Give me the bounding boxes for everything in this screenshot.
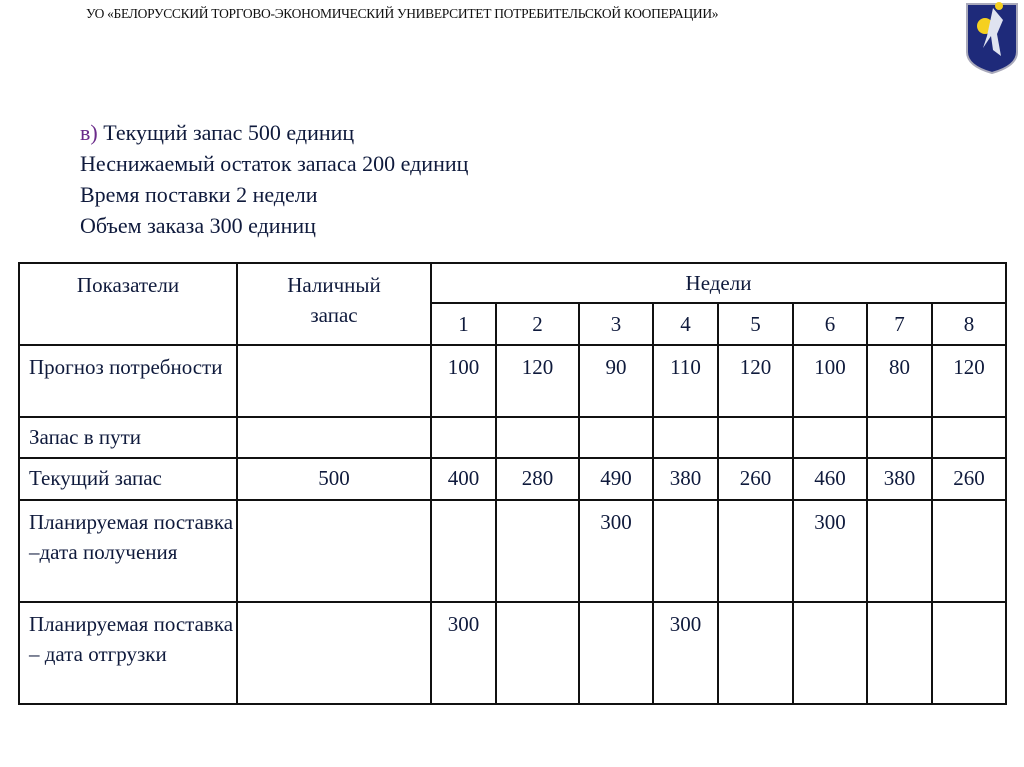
row-label: Прогноз потребности — [19, 345, 237, 417]
header-stock: Наличный запас — [237, 263, 431, 345]
week-header: 7 — [867, 303, 932, 345]
week-value-cell: 300 — [793, 500, 867, 602]
week-value-cell: 460 — [793, 458, 867, 500]
table-row — [19, 345, 1006, 417]
table-row — [19, 417, 1006, 458]
week-value-cell: 90 — [579, 345, 653, 417]
week-value-cell — [718, 417, 793, 458]
stock-cell — [237, 602, 431, 704]
week-value-cell — [496, 500, 579, 602]
week-value-cell — [579, 602, 653, 704]
table-row — [19, 500, 1006, 602]
task-conditions — [80, 117, 468, 241]
week-value-cell — [932, 602, 1006, 704]
condition-text: Текущий запас 500 единиц — [97, 120, 355, 145]
week-value-cell: 100 — [431, 345, 496, 417]
week-value-cell — [496, 602, 579, 704]
week-value-cell: 260 — [932, 458, 1006, 500]
week-value-cell: 300 — [579, 500, 653, 602]
week-value-cell — [932, 417, 1006, 458]
header-indicators: Показатели — [19, 263, 237, 345]
university-header: УО «БЕЛОРУССКИЙ ТОРГОВО-ЭКОНОМИЧЕСКИЙ УНИВЕРСИТЕТ ПОТРЕБИТЕЛЬСКОЙ КООПЕРАЦИИ» — [86, 6, 719, 21]
week-value-cell: 120 — [932, 345, 1006, 417]
inventory-table — [18, 262, 1007, 705]
week-value-cell — [867, 602, 932, 704]
week-value-cell — [718, 500, 793, 602]
week-value-cell — [653, 500, 718, 602]
table-row — [19, 458, 1006, 500]
condition-min-stock: Неснижаемый остаток запаса 200 единиц — [80, 151, 469, 176]
stock-cell — [237, 417, 431, 458]
header-weeks: Недели — [431, 263, 1006, 303]
row-label: Текущий запас — [19, 458, 237, 500]
week-value-cell: 120 — [718, 345, 793, 417]
week-value-cell — [932, 500, 1006, 602]
week-value-cell — [431, 500, 496, 602]
week-value-cell: 300 — [431, 602, 496, 704]
week-value-cell — [579, 417, 653, 458]
week-value-cell — [867, 500, 932, 602]
week-header: 4 — [653, 303, 718, 345]
week-value-cell: 280 — [496, 458, 579, 500]
week-value-cell: 380 — [867, 458, 932, 500]
week-value-cell — [431, 417, 496, 458]
row-label: Планируемая поставка –дата получения — [19, 500, 237, 602]
stock-cell: 500 — [237, 458, 431, 500]
week-value-cell: 120 — [496, 345, 579, 417]
week-value-cell — [793, 417, 867, 458]
row-label: Планируемая поставка – дата отгрузки — [19, 602, 237, 704]
week-value-cell: 490 — [579, 458, 653, 500]
row-label: Запас в пути — [19, 417, 237, 458]
week-value-cell — [496, 417, 579, 458]
item-marker: в) — [80, 120, 98, 145]
week-header: 5 — [718, 303, 793, 345]
header-row — [19, 263, 1006, 303]
week-value-cell — [793, 602, 867, 704]
week-value-cell: 380 — [653, 458, 718, 500]
week-header: 1 — [431, 303, 496, 345]
week-value-cell: 300 — [653, 602, 718, 704]
week-value-cell: 100 — [793, 345, 867, 417]
condition-order-size: Объем заказа 300 единиц — [80, 213, 316, 238]
week-value-cell: 80 — [867, 345, 932, 417]
week-value-cell — [653, 417, 718, 458]
week-value-cell — [718, 602, 793, 704]
week-value-cell: 260 — [718, 458, 793, 500]
stock-cell — [237, 500, 431, 602]
week-header: 3 — [579, 303, 653, 345]
week-header: 6 — [793, 303, 867, 345]
condition-current-stock — [80, 117, 468, 148]
university-logo-icon — [963, 0, 1021, 74]
stock-cell — [237, 345, 431, 417]
week-value-cell: 400 — [431, 458, 496, 500]
condition-lead-time: Время поставки 2 недели — [80, 182, 318, 207]
week-value-cell — [867, 417, 932, 458]
week-header: 8 — [932, 303, 1006, 345]
week-value-cell: 110 — [653, 345, 718, 417]
table-row — [19, 602, 1006, 704]
week-header: 2 — [496, 303, 579, 345]
